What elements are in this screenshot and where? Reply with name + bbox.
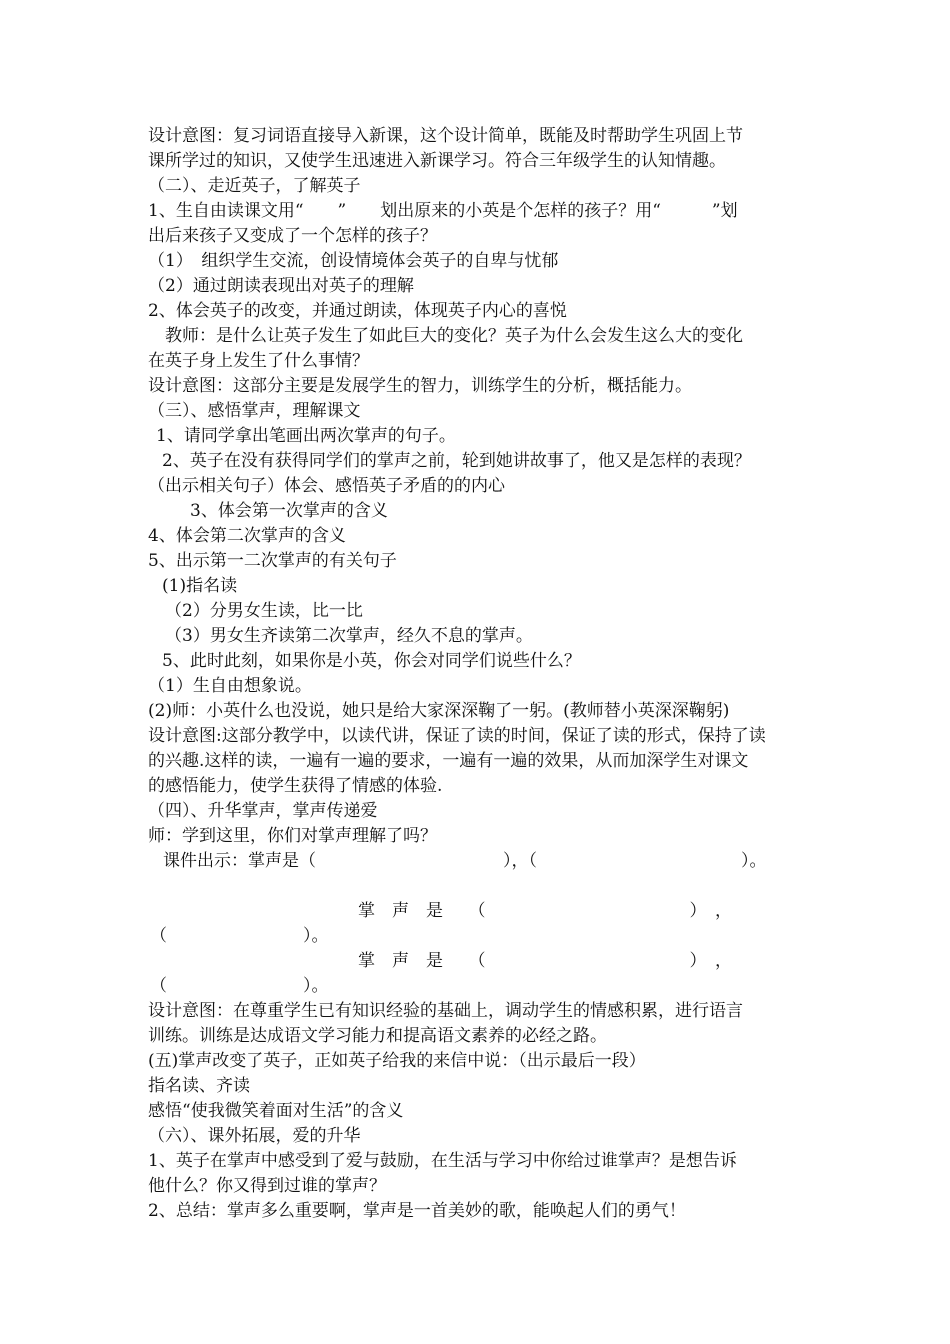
design-intent-line-1: 设计意图：复习词语直接导入新课，这个设计简单，既能及时帮助学生巩固上节 [148,126,743,146]
design-intent-3-line-2: 的兴趣.这样的读，一遍有一遍的要求，一遍有一遍的效果，从而加深学生对课文 [148,751,749,771]
design-intent-3-line-3: 的感悟能力，使学生获得了情感的体验. [148,776,443,796]
section-heading-4: （四）、升华掌声，掌声传递爱 [148,801,378,821]
summary: 2、总结：掌声多么重要啊，掌声是一首美妙的歌，能唤起人们的勇气！ [148,1201,686,1221]
design-intent-line-2: 课所学过的知识，又使学生迅速进入新课学习。符合三年级学生的认知情趣。 [148,151,726,171]
design-intent-2: 设计意图：这部分主要是发展学生的智力，训练学生的分析，概括能力。 [148,376,692,396]
step-3-2-cont: （出示相关句子）体会、感悟英子矛盾的的内心 [148,476,505,496]
fill-blank-row-2-cont: （ ）。 [150,976,329,996]
step-3-5-2: （2）分男女生读，比一比 [165,601,363,621]
step-3-6: 5、此时此刻，如果你是小英，你会对同学们说些什么？ [162,651,581,671]
subtask-2: （2）通过朗读表现出对英子的理解 [148,276,414,296]
subtask-1: （1） 组织学生交流，创设情境体会英子的自卑与忧郁 [148,251,559,271]
task-1-line-1: 1、生自由读课文用“ ” 划出原来的小英是个怎样的孩子？用“ ”划 [148,201,738,221]
step-3-5-1: (1)指名读 [162,576,238,596]
task-1-line-2: 出后来孩子又变成了一个怎样的孩子？ [148,226,437,246]
reading-task: 指名读、齐读 [148,1076,250,1096]
design-intent-4-line-2: 训练。训练是达成语文学习能力和提高语文素养的必经之路。 [148,1026,607,1046]
teacher-question-line-1: 教师：是什么让英子发生了如此巨大的变化？英子为什么会发生这么大的变化 [165,326,743,346]
task-2: 2、体会英子的改变，并通过朗读，体现英子内心的喜悦 [148,301,567,321]
teacher-prompt: 师：学到这里，你们对掌声理解了吗？ [148,826,437,846]
fill-blank-row-2: 掌 声 是 （ ） ， [358,951,732,971]
step-3-4: 4、体会第二次掌声的含义 [148,526,346,546]
section-heading-3: （三）、感悟掌声，理解课文 [148,401,361,421]
fill-blank-row-1: 掌 声 是 （ ） ， [358,901,732,921]
understanding-task: 感悟“使我微笑着面对生活”的含义 [148,1101,404,1121]
step-3-5-3: （3）男女生齐读第二次掌声，经久不息的掌声。 [165,626,533,646]
step-3-6-2: (2)师：小英什么也没说，她只是给大家深深鞠了一躬。(教师替小英深深鞠躬) [148,701,730,721]
section-heading-2: （二）、走近英子，了解英子 [148,176,361,196]
fill-blank-row-1-cont: （ ）。 [150,926,329,946]
step-3-1: 1、请同学拿出笔画出两次掌声的句子。 [156,426,456,446]
step-3-6-1: （1）生自由想象说。 [148,676,312,696]
extension-1-line-2: 他什么？你又得到过谁的掌声？ [148,1176,386,1196]
design-intent-3-line-1: 设计意图:这部分教学中，以读代讲，保证了读的时间，保证了读的形式，保持了读 [148,726,766,746]
slide-fill-blank: 课件出示：掌声是（ ），（ ）。 [163,851,767,871]
extension-1-line-1: 1、英子在掌声中感受到了爱与鼓励，在生活与学习中你给过谁掌声？是想告诉 [148,1151,737,1171]
step-3-5: 5、出示第一二次掌声的有关句子 [148,551,397,571]
teacher-question-line-2: 在英子身上发生了什么事情？ [148,351,369,371]
section-heading-5: (五)掌声改变了英子，正如英子给我的来信中说：（出示最后一段） [148,1051,646,1071]
step-3-3: 3、体会第一次掌声的含义 [190,501,388,521]
step-3-2: 2、英子在没有获得同学们的掌声之前，轮到她讲故事了，他又是怎样的表现？ [162,451,751,471]
design-intent-4-line-1: 设计意图：在尊重学生已有知识经验的基础上，调动学生的情感积累，进行语言 [148,1001,743,1021]
section-heading-6: （六）、课外拓展，爱的升华 [148,1126,361,1146]
